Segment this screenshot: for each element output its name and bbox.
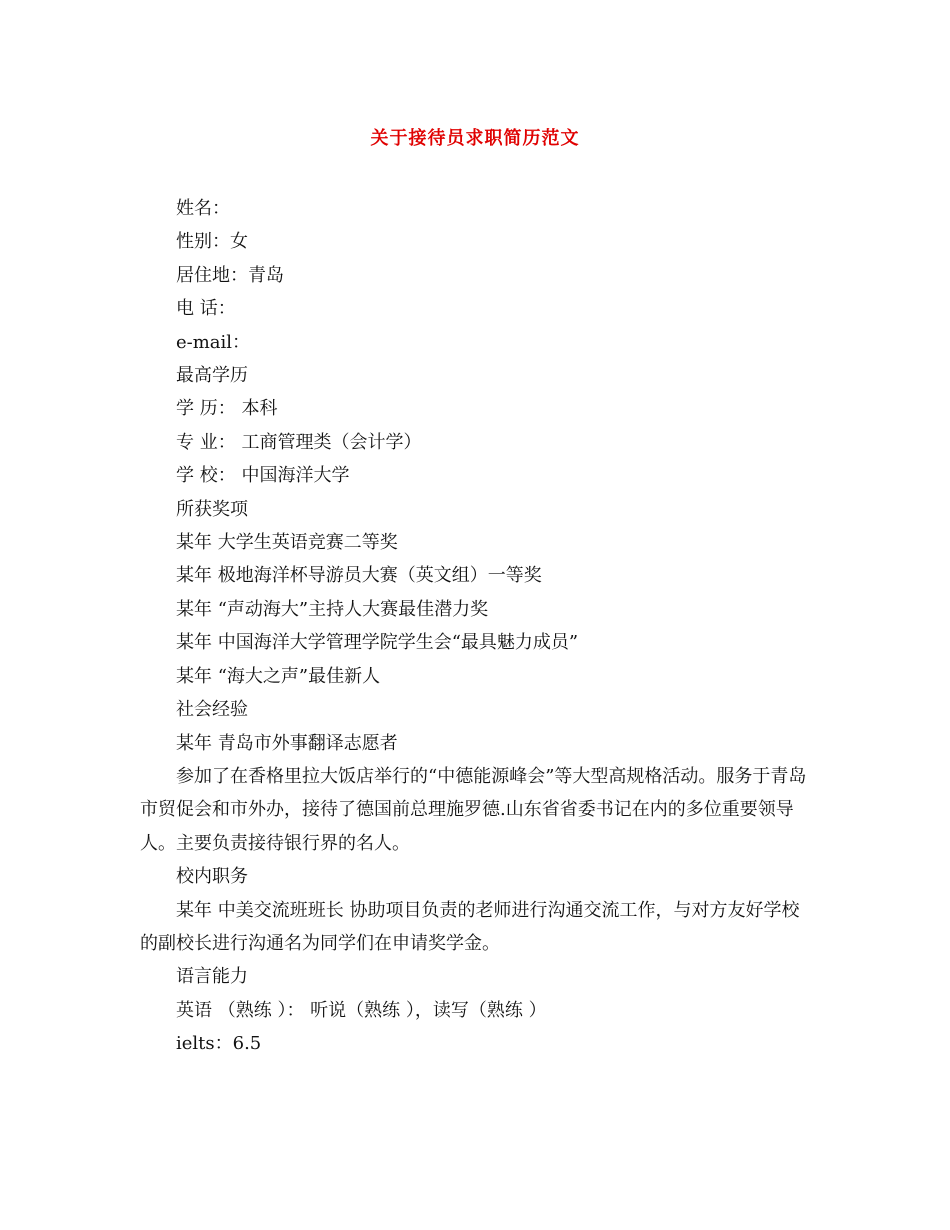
section-heading-positions: 校内职务 <box>176 866 248 888</box>
section-heading-awards: 所获奖项 <box>176 498 248 520</box>
field-phone: 电 话： <box>176 298 236 320</box>
award-item: 某年 极地海洋杯导游员大赛（英文组）一等奖 <box>176 565 542 587</box>
field-school: 学 校： 中国海洋大学 <box>176 465 350 487</box>
field-residence: 居住地：青岛 <box>176 264 284 286</box>
section-heading-language: 语言能力 <box>176 966 248 988</box>
field-major: 专 业： 工商管理类（会计学） <box>176 431 422 453</box>
language-ielts: ielts：6.5 <box>176 1033 262 1055</box>
experience-description: 参加了在香格里拉大饭店举行的“中德能源峰会”等大型高规格活动。服务于青岛市贸促会和市外办，接待了德国前总理施罗德.山东省省委书记在内的多位重要领导人。主要负责接待银行界的名人。 <box>140 765 807 854</box>
document-title: 关于接待员求职简历范文 <box>370 128 580 149</box>
award-item: 某年 中国海洋大学管理学院学生会“最具魅力成员” <box>176 632 579 654</box>
section-heading-experience: 社会经验 <box>176 699 248 721</box>
resume-body <box>140 192 812 1061</box>
section-heading-education: 最高学历 <box>176 365 248 387</box>
award-item: 某年 “声动海大”主持人大赛最佳潜力奖 <box>176 598 489 620</box>
field-name: 姓名： <box>176 198 230 219</box>
field-gender: 性别：女 <box>176 231 248 253</box>
position-description: 某年 中美交流班班长 协助项目负责的老师进行沟通交流工作，与对方友好学校的副校长进行沟通名为同学们在申请奖学金。 <box>140 899 800 954</box>
field-email: e-mail： <box>176 331 251 353</box>
award-item: 某年 大学生英语竞赛二等奖 <box>176 532 398 554</box>
field-degree: 学 历： 本科 <box>176 398 278 420</box>
language-english: 英语 （熟练 ）： 听说（熟练 ），读写（熟练 ） <box>176 999 547 1021</box>
award-item: 某年 “海大之声”最佳新人 <box>176 665 381 687</box>
experience-item: 某年 青岛市外事翻译志愿者 <box>176 732 398 754</box>
